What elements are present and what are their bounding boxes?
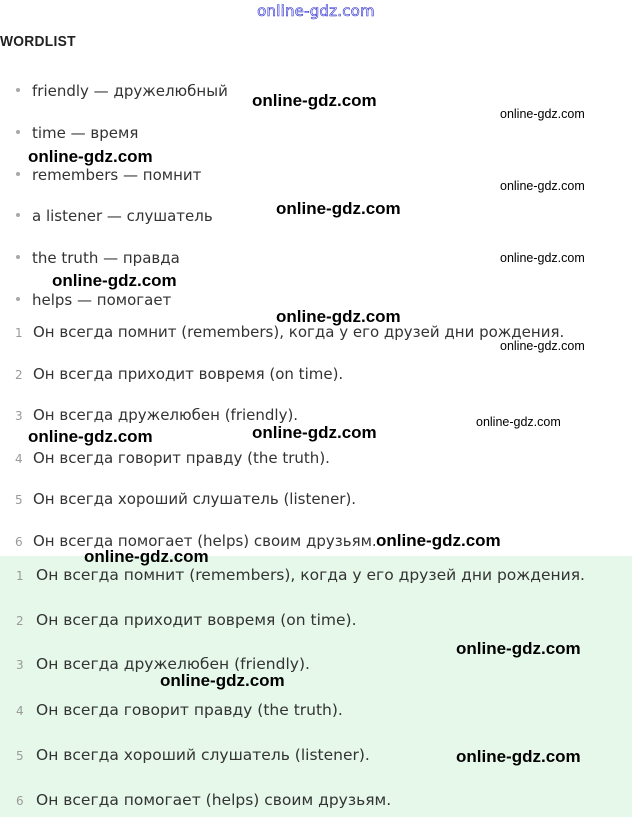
bullet-icon [16, 213, 20, 217]
sentence-text: Он всегда помогает (helps) своим друзьям. [33, 532, 377, 550]
answer-panel [0, 556, 632, 817]
word-pair: a listener — слушатель [32, 207, 213, 225]
watermark: online-gdz.com [476, 415, 561, 429]
watermark: online-gdz.com [28, 147, 153, 166]
watermark: online-gdz.com [28, 427, 153, 446]
watermark: online-gdz.com [84, 547, 209, 566]
sentence-number: 1 [15, 326, 23, 340]
list-item [16, 166, 201, 184]
watermark: online-gdz.com [252, 91, 377, 110]
watermark: online-gdz.com [376, 531, 501, 550]
watermark: online-gdz.com [456, 747, 581, 766]
word-pair: the truth — правда [32, 249, 180, 267]
answer-item [16, 701, 343, 719]
sentence-item [15, 490, 356, 508]
answer-number: 1 [16, 569, 24, 583]
answer-number: 5 [16, 749, 24, 763]
sentence-text: Он всегда приходит вовремя (on time). [33, 365, 344, 383]
answer-number: 6 [16, 794, 24, 808]
site-header-watermark: online-gdz.com [257, 2, 375, 20]
list-item [16, 249, 180, 267]
wordlist-heading: WORDLIST [0, 33, 76, 50]
sentence-item [15, 449, 330, 467]
watermark: online-gdz.com [52, 271, 177, 290]
watermark: online-gdz.com [500, 107, 585, 121]
answer-text: Он всегда хороший слушатель (listener). [36, 746, 370, 764]
sentence-number: 5 [15, 493, 23, 507]
watermark: online-gdz.com [276, 307, 401, 326]
sentence-text: Он всегда помнит (remembers), когда у его друзей дни рождения. [33, 323, 565, 341]
answer-item [16, 791, 391, 809]
sentence-text: Он всегда дружелюбен (friendly). [33, 406, 299, 424]
sentence-item [15, 365, 343, 383]
watermark: online-gdz.com [252, 423, 377, 442]
word-pair: remembers — помнит [32, 166, 202, 184]
answer-item [16, 746, 370, 764]
list-item [16, 82, 228, 100]
answer-number: 4 [16, 704, 24, 718]
watermark: online-gdz.com [500, 251, 585, 265]
list-item [16, 207, 213, 225]
answer-number: 2 [16, 614, 24, 628]
sentence-text: Он всегда говорит правду (the truth). [33, 449, 330, 467]
sentence-number: 3 [15, 409, 23, 423]
list-item [16, 291, 171, 309]
watermark: online-gdz.com [500, 179, 585, 193]
answer-item [16, 566, 585, 584]
word-pair: helps — помогает [32, 291, 172, 309]
sentence-number: 6 [15, 535, 23, 549]
watermark: online-gdz.com [160, 671, 285, 690]
sentence-number: 4 [15, 452, 23, 466]
bullet-icon [16, 297, 20, 301]
word-pair: friendly — дружелюбный [32, 82, 228, 100]
answer-text: Он всегда дружелюбен (friendly). [36, 655, 310, 673]
answer-text: Он всегда помнит (remembers), когда у его друзей дни рождения. [36, 566, 585, 584]
answer-item [16, 611, 357, 629]
answer-number: 3 [16, 658, 24, 672]
sentence-text: Он всегда хороший слушатель (listener). [33, 490, 357, 508]
answer-text: Он всегда помогает (helps) своим друзьям. [36, 791, 392, 809]
bullet-icon [16, 88, 20, 92]
list-item [16, 124, 138, 142]
watermark: online-gdz.com [276, 199, 401, 218]
answer-text: Он всегда говорит правду (the truth). [36, 701, 343, 719]
watermark: online-gdz.com [456, 639, 581, 658]
bullet-icon [16, 172, 20, 176]
sentence-number: 2 [15, 368, 23, 382]
answer-text: Он всегда приходит вовремя (on time). [36, 611, 357, 629]
bullet-icon [16, 130, 20, 134]
word-pair: time — время [32, 124, 139, 142]
watermark: online-gdz.com [500, 339, 585, 353]
bullet-icon [16, 255, 20, 259]
sentence-item [15, 406, 298, 424]
